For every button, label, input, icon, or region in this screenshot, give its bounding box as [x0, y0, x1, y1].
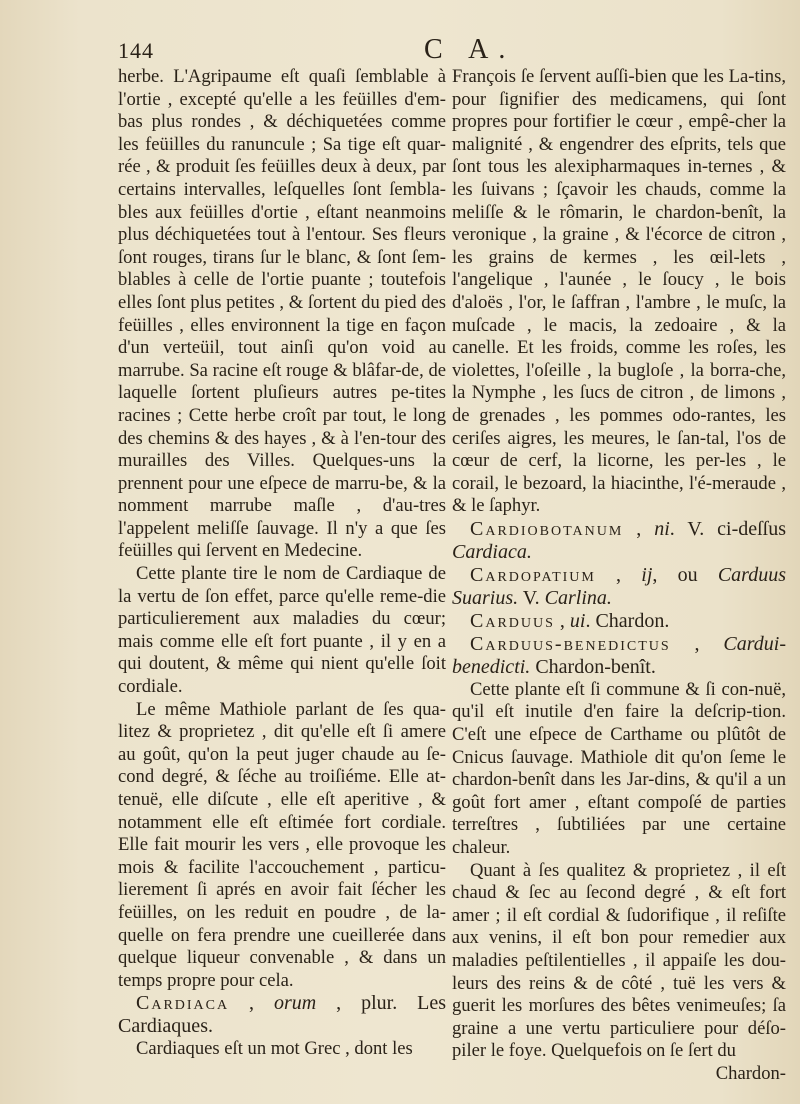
paragraph: herbe. L'Agripaume eſt quaſi ſemblable à l'ortie , excepté qu'elle a les feüilles d'em-bas plus rondes , & déchiquetées comme les feüilles du ranuncule ; Sa tige eſt quar-rée , & produit ſes feüilles deux à deux, par certains intervalles, leſquelles ſont ſembla-bles aux feüilles d'ortie , eſtant neanmoins plus déchiquetées tout à l'entour. Ses fleurs ſont rouges, tirans ſur le blanc, & ſont ſem-blables à celle de l'ortie puante ; toutefois elles ſont plus petites , & ſortent du pied des feüilles , elles environnent la tige en façon d'un verteüil, tout ainſi qu'on void au marrube. Sa racine eſt rouge & blâfar-de, de laquelle ſortent pluſieurs autres pe-tites racines ; Cette herbe croît par tout, le long des chemins & des hayes , & à l'en-tour des murailles des Villes. Quelques-uns la prennent pour une eſpece de marru-be, & la nomment marrube maſle , d'au-tres l'appelent meliſſe ſauvage. Il n'y a que ſes feüilles qui ſervent en Medecine. — [118, 66, 446, 562]
entry-genitive: ni — [654, 517, 670, 540]
dictionary-entry: Cardopatium , ij, ou Carduus Suarius. V. Carlina. — [452, 563, 787, 609]
entry-headword: Cardopatium — [470, 563, 596, 586]
page-number: 144 — [118, 38, 154, 63]
dictionary-entry: Cardiobotanum , ni. V. ci-deſſus Cardiaca. — [452, 517, 786, 563]
catchword: Chardon- — [715, 1062, 786, 1084]
paragraph: Quant à ſes qualitez & proprietez , il eſt chaud & ſec au ſecond degré , & eſt fort amer ; il eſt cordial & ſudorifique , il reſiſte aux venins, il eſt bon pour remedier aux maladies peſtilentielles , il appaiſe les dou-leurs des reins & de côté , tuë les vers & guerit les morſures des bêtes venimeuſes; ſa graine a une vertu particuliere pour déſo-piler le foye. Quelquefois on ſe ſert du — [452, 859, 786, 1062]
entry-definition: Chardon-benît. — [530, 655, 656, 678]
entry-headword: Cardiaca — [136, 992, 230, 1015]
entry-genitive: Cardui-benedicti. — [452, 632, 786, 678]
right-column — [452, 66, 786, 1086]
left-column — [118, 66, 446, 1061]
entry-headword: Carduus-benedictus — [470, 632, 671, 655]
entry-definition: , ou — [652, 563, 718, 586]
page-header — [0, 34, 800, 68]
entry-definition: . Chardon. — [585, 609, 670, 632]
entry-crossref: Cardiaca. — [452, 540, 532, 563]
entry-genitive: ui — [569, 609, 586, 632]
running-head: C A. — [424, 34, 516, 65]
dictionary-entry: Carduus , ui. Chardon. — [470, 609, 670, 632]
paragraph: Cette plante eſt ſi commune & ſi con-nuë, qu'il eſt inutile d'en faire la deſcrip-tion. C'eſt une eſpece de Carthame ou plûtôt de Cnicus ſauvage. Mathiole dit qu'on ſeme le chardon-benît dans les Jar-dins, & qu'il a un goût fort amer , eſtant compoſé de parties terreſtres , ſubtiliées par une certaine chaleur. — [452, 678, 786, 859]
paragraph: François ſe ſervent auſſi-bien que les La-tins, pour ſignifier des medicamens, qui ſont propres pour fortifier le cœur , empê-cher la malignité , & engendrer des eſprits, tels que ſont tous les alexipharmaques in-ternes , & les ſuivans ; ſçavoir les chauds, comme la meliſſe & le rômarin, le chardon-benît, la veronique , la graine , & l'écorce de citron , les grains de kermes , les œil-lets , l'angelique , l'aunée , le ſoucy , le bois d'aloës , l'or, le ſaffran , l'ambre , le muſc, la muſcade , le macis, la zedoaire , & la canelle. Et les froids, comme les roſes, les violettes, l'oſeille , la bugloſe , la borra-che, la Nymphe , les ſucs de citron , de limons , de grenades , les pommes odo-rantes, les ceriſes aigres, les meures, le ſan-tal, l'os de cœur de cerf, la licorne, les per-les , le corail, le bezoard, la hiacinthe, l'é-meraude , & le ſaphyr. — [452, 66, 786, 517]
entry-crossref: Carlina. — [544, 586, 612, 609]
entry-genitive: orum — [273, 992, 317, 1015]
entry-definition: . V. ci-deſſus — [669, 517, 786, 540]
entry-synonym: Carduus Suarius. — [452, 563, 787, 609]
paragraph: Cette plante tire le nom de Cardiaque de la vertu de ſon effet, parce qu'elle reme-die particulierement aux maladies du cœur; mais comme elle eſt fort puante , il y en a qui doutent, & même qui nient qu'elle ſoit cordiale. — [118, 563, 446, 698]
entry-definition: , plur. Les Cardiaques. — [118, 992, 446, 1038]
entry-headword: Carduus — [470, 609, 555, 632]
entry-genitive: ij — [641, 563, 653, 586]
entry-separator: , — [670, 632, 724, 655]
entry-see: V. — [518, 586, 545, 609]
entry-headword: Cardiobotanum — [470, 517, 624, 540]
dictionary-entry-cardiaca: Cardiaca , orum , plur. Les Cardiaques. — [118, 992, 446, 1038]
dictionary-entry — [452, 633, 786, 679]
paragraph: Le même Mathiole parlant de ſes qua-litez & proprietez , dit qu'elle eſt ſi amere au goût, qu'on la peut juger chaude au ſe-cond degré, & ſéche au troiſiéme. Elle at-tenuë, elle diſcute , elle eſt aperitive , & notamment elle eſt eſtimée fort cordiale. Elle fait mourir les vers , elle provoque les mois & facilite l'accouchement , particu-lierement ſi aprés en avoir fait ſécher les feüilles, on les reduit en poudre , de la-quelle on fera prendre une cueillerée dans quelque liqueur convenable , & dans un temps propre pour cela. — [118, 698, 446, 991]
paragraph: Cardiaques eſt un mot Grec , dont les — [136, 1038, 413, 1060]
